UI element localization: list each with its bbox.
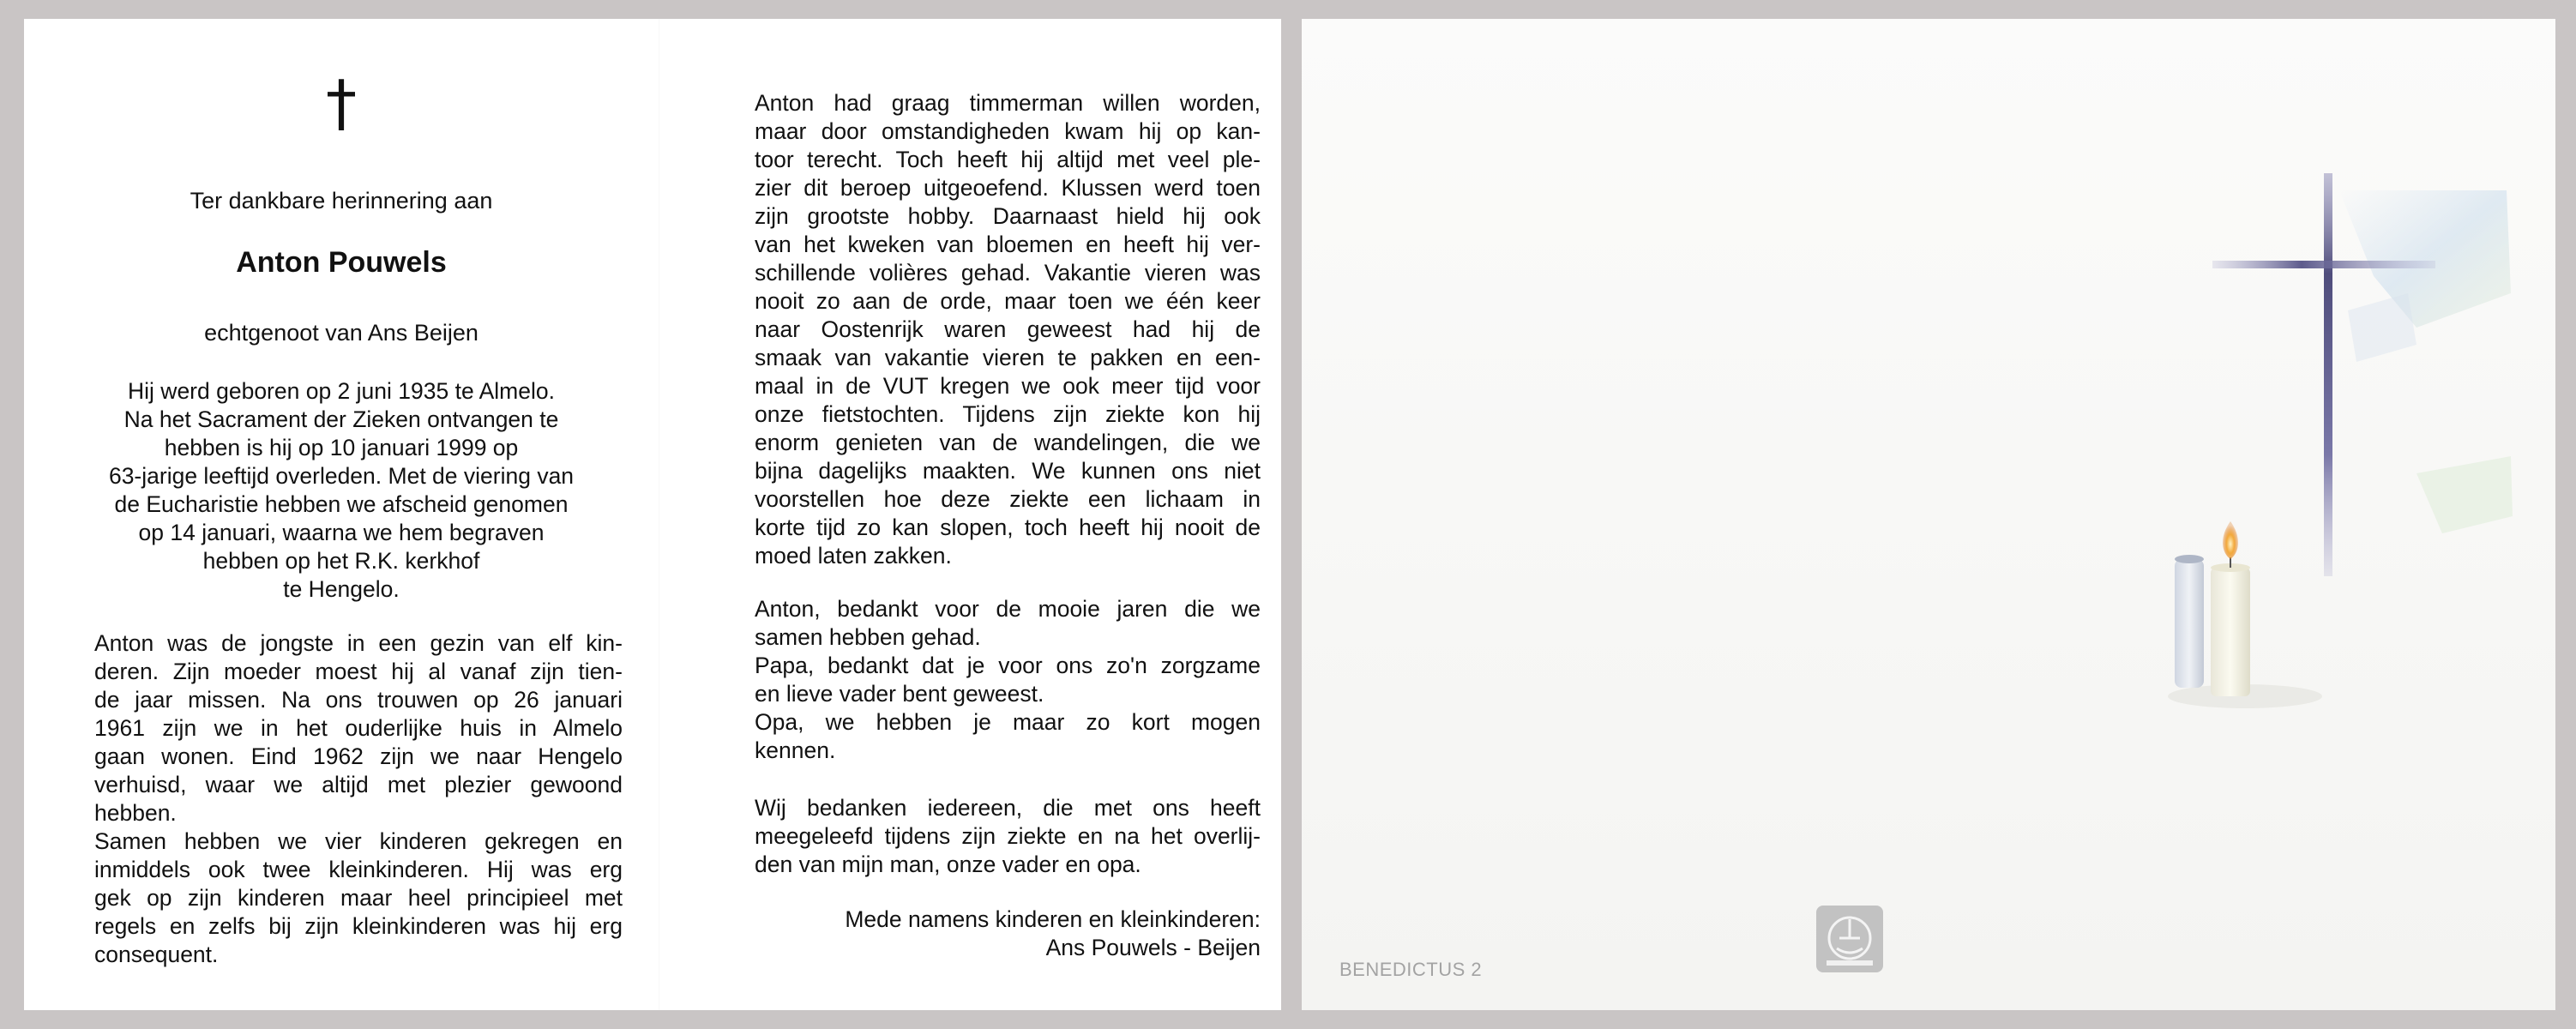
story-line: van het kweken van bloemen en heeft hij ver- — [755, 232, 1261, 257]
glass-rim — [2175, 555, 2204, 563]
story-line: voorstellen hoe deze ziekte een lichaam in — [755, 486, 1261, 512]
publisher-logo-icon — [1815, 904, 1885, 974]
dedication-heading: Ter dankbare herinnering aan — [190, 188, 493, 214]
deceased-name: Anton Pouwels — [236, 246, 447, 279]
card-inside — [24, 19, 1281, 1010]
candle-flame — [2223, 521, 2238, 559]
bio-line: te Hengelo. — [283, 576, 400, 602]
story-line: de jaar missen. Na ons trouwen op 26 januari — [94, 687, 623, 713]
story-line: onze fietstochten. Tijdens zijn ziekte kon hij — [755, 401, 1261, 427]
candle — [2211, 568, 2250, 696]
story-line: gaan wonen. Eind 1962 zijn we naar Hengelo — [94, 743, 623, 769]
story-line: inmiddels ook twee kleinkinderen. Hij was erg — [94, 857, 623, 882]
thanks-line: den van mijn man, onze vader en opa. — [755, 851, 1141, 877]
story-line: zijn grootste hobby. Daarnaast hield hij ook — [755, 203, 1261, 229]
story-line: Anton had graag timmerman willen worden, — [755, 90, 1261, 116]
story-line: korte tijd zo kan slopen, toch heeft hij nooit de — [755, 514, 1261, 540]
story-line: 1961 zijn we in het ouderlijke huis in Almelo — [94, 715, 623, 741]
story-line: bijna dagelijks maakten. We kunnen ons niet — [755, 458, 1261, 484]
bio-line: hebben is hij op 10 januari 1999 op — [164, 435, 519, 460]
story-line: maar door omstandigheden kwam hij op kan- — [755, 118, 1261, 144]
closing-line: Anton, bedankt voor de mooie jaren die we — [755, 596, 1261, 622]
bio-line: Hij werd geboren op 2 juni 1935 te Almelo. — [128, 378, 555, 404]
cross-horizontal-beam — [2212, 261, 2435, 268]
cross-icon: † — [326, 67, 357, 139]
signature-line: Ans Pouwels - Beijen — [1045, 935, 1261, 960]
spouse-line: echtgenoot van Ans Beijen — [204, 320, 478, 346]
bio-line: de Eucharistie hebben we afscheid genomen — [114, 491, 569, 517]
bio-line: op 14 januari, waarna we hem begraven — [138, 520, 545, 545]
closing-line: Opa, we hebben je maar zo kort mogen — [755, 709, 1261, 735]
right-story-paragraph — [755, 89, 1261, 570]
story-line: schillende volières gehad. Vakantie vieren was — [755, 260, 1261, 286]
closing-thanks-paragraph — [755, 595, 1261, 765]
watercolor-wash — [2417, 456, 2513, 533]
cover-illustration — [1302, 19, 2555, 1010]
story-line: moed laten zakken. — [755, 543, 952, 569]
story-line: regels en zelfs bij zijn kleinkinderen was hij erg — [94, 913, 623, 939]
thanks-line: Wij bedanken iedereen, die met ons heeft — [755, 795, 1261, 821]
story-line: Anton was de jongste in een gezin van elf kin- — [94, 630, 623, 656]
signature-line: Mede namens kinderen en kleinkinderen: — [845, 906, 1261, 932]
story-line: verhuisd, waar we altijd met plezier gewoond — [94, 772, 623, 797]
closing-line: Papa, bedankt dat je voor ons zo'n zorgzame — [755, 653, 1261, 678]
story-line: toor terecht. Toch heeft hij altijd met veel ple- — [755, 147, 1261, 172]
closing-line: samen hebben gehad. — [755, 624, 981, 650]
bio-line: 63-jarige leeftijd overleden. Met de viering van — [108, 463, 575, 489]
cross-vertical-beam — [2324, 173, 2332, 576]
closing-line: en lieve vader bent geweest. — [755, 681, 1044, 707]
series-label: BENEDICTUS 2 — [1339, 959, 1483, 980]
signature-block — [755, 906, 1261, 962]
story-line: nooit zo aan de orde, maar toen we één keer — [755, 288, 1261, 314]
acknowledgement-paragraph — [755, 794, 1261, 879]
closing-line: kennen. — [755, 737, 836, 763]
glass-candle-holder — [2175, 559, 2204, 688]
thanks-line: meegeleefd tijdens zijn ziekte en na het overlij- — [755, 823, 1261, 849]
card-outside — [1302, 19, 2555, 1010]
story-line: gek op zijn kinderen maar heel principieel met — [94, 885, 623, 911]
story-line: consequent. — [94, 942, 219, 967]
story-line: enorm genieten van de wandelingen, die we — [755, 430, 1261, 455]
story-line: Samen hebben we vier kinderen gekregen en — [94, 828, 623, 854]
watercolor-wash — [2348, 293, 2417, 362]
story-line: smaak van vakantie vieren te pakken en een- — [755, 345, 1261, 370]
story-line: naar Oostenrijk waren geweest had hij de — [755, 316, 1261, 342]
story-line: deren. Zijn moeder moest hij al vanaf zijn tien- — [94, 659, 623, 684]
bio-line: Na het Sacrament der Zieken ontvangen te — [123, 406, 559, 432]
story-line: maal in de VUT kregen we ook meer tijd voor — [755, 373, 1261, 399]
story-line: zier dit beroep uitgeoefend. Klussen werd toen — [755, 175, 1261, 201]
bio-line: hebben op het R.K. kerkhof — [202, 548, 480, 574]
right-panel — [24, 19, 1281, 1010]
story-line: hebben. — [94, 800, 177, 826]
